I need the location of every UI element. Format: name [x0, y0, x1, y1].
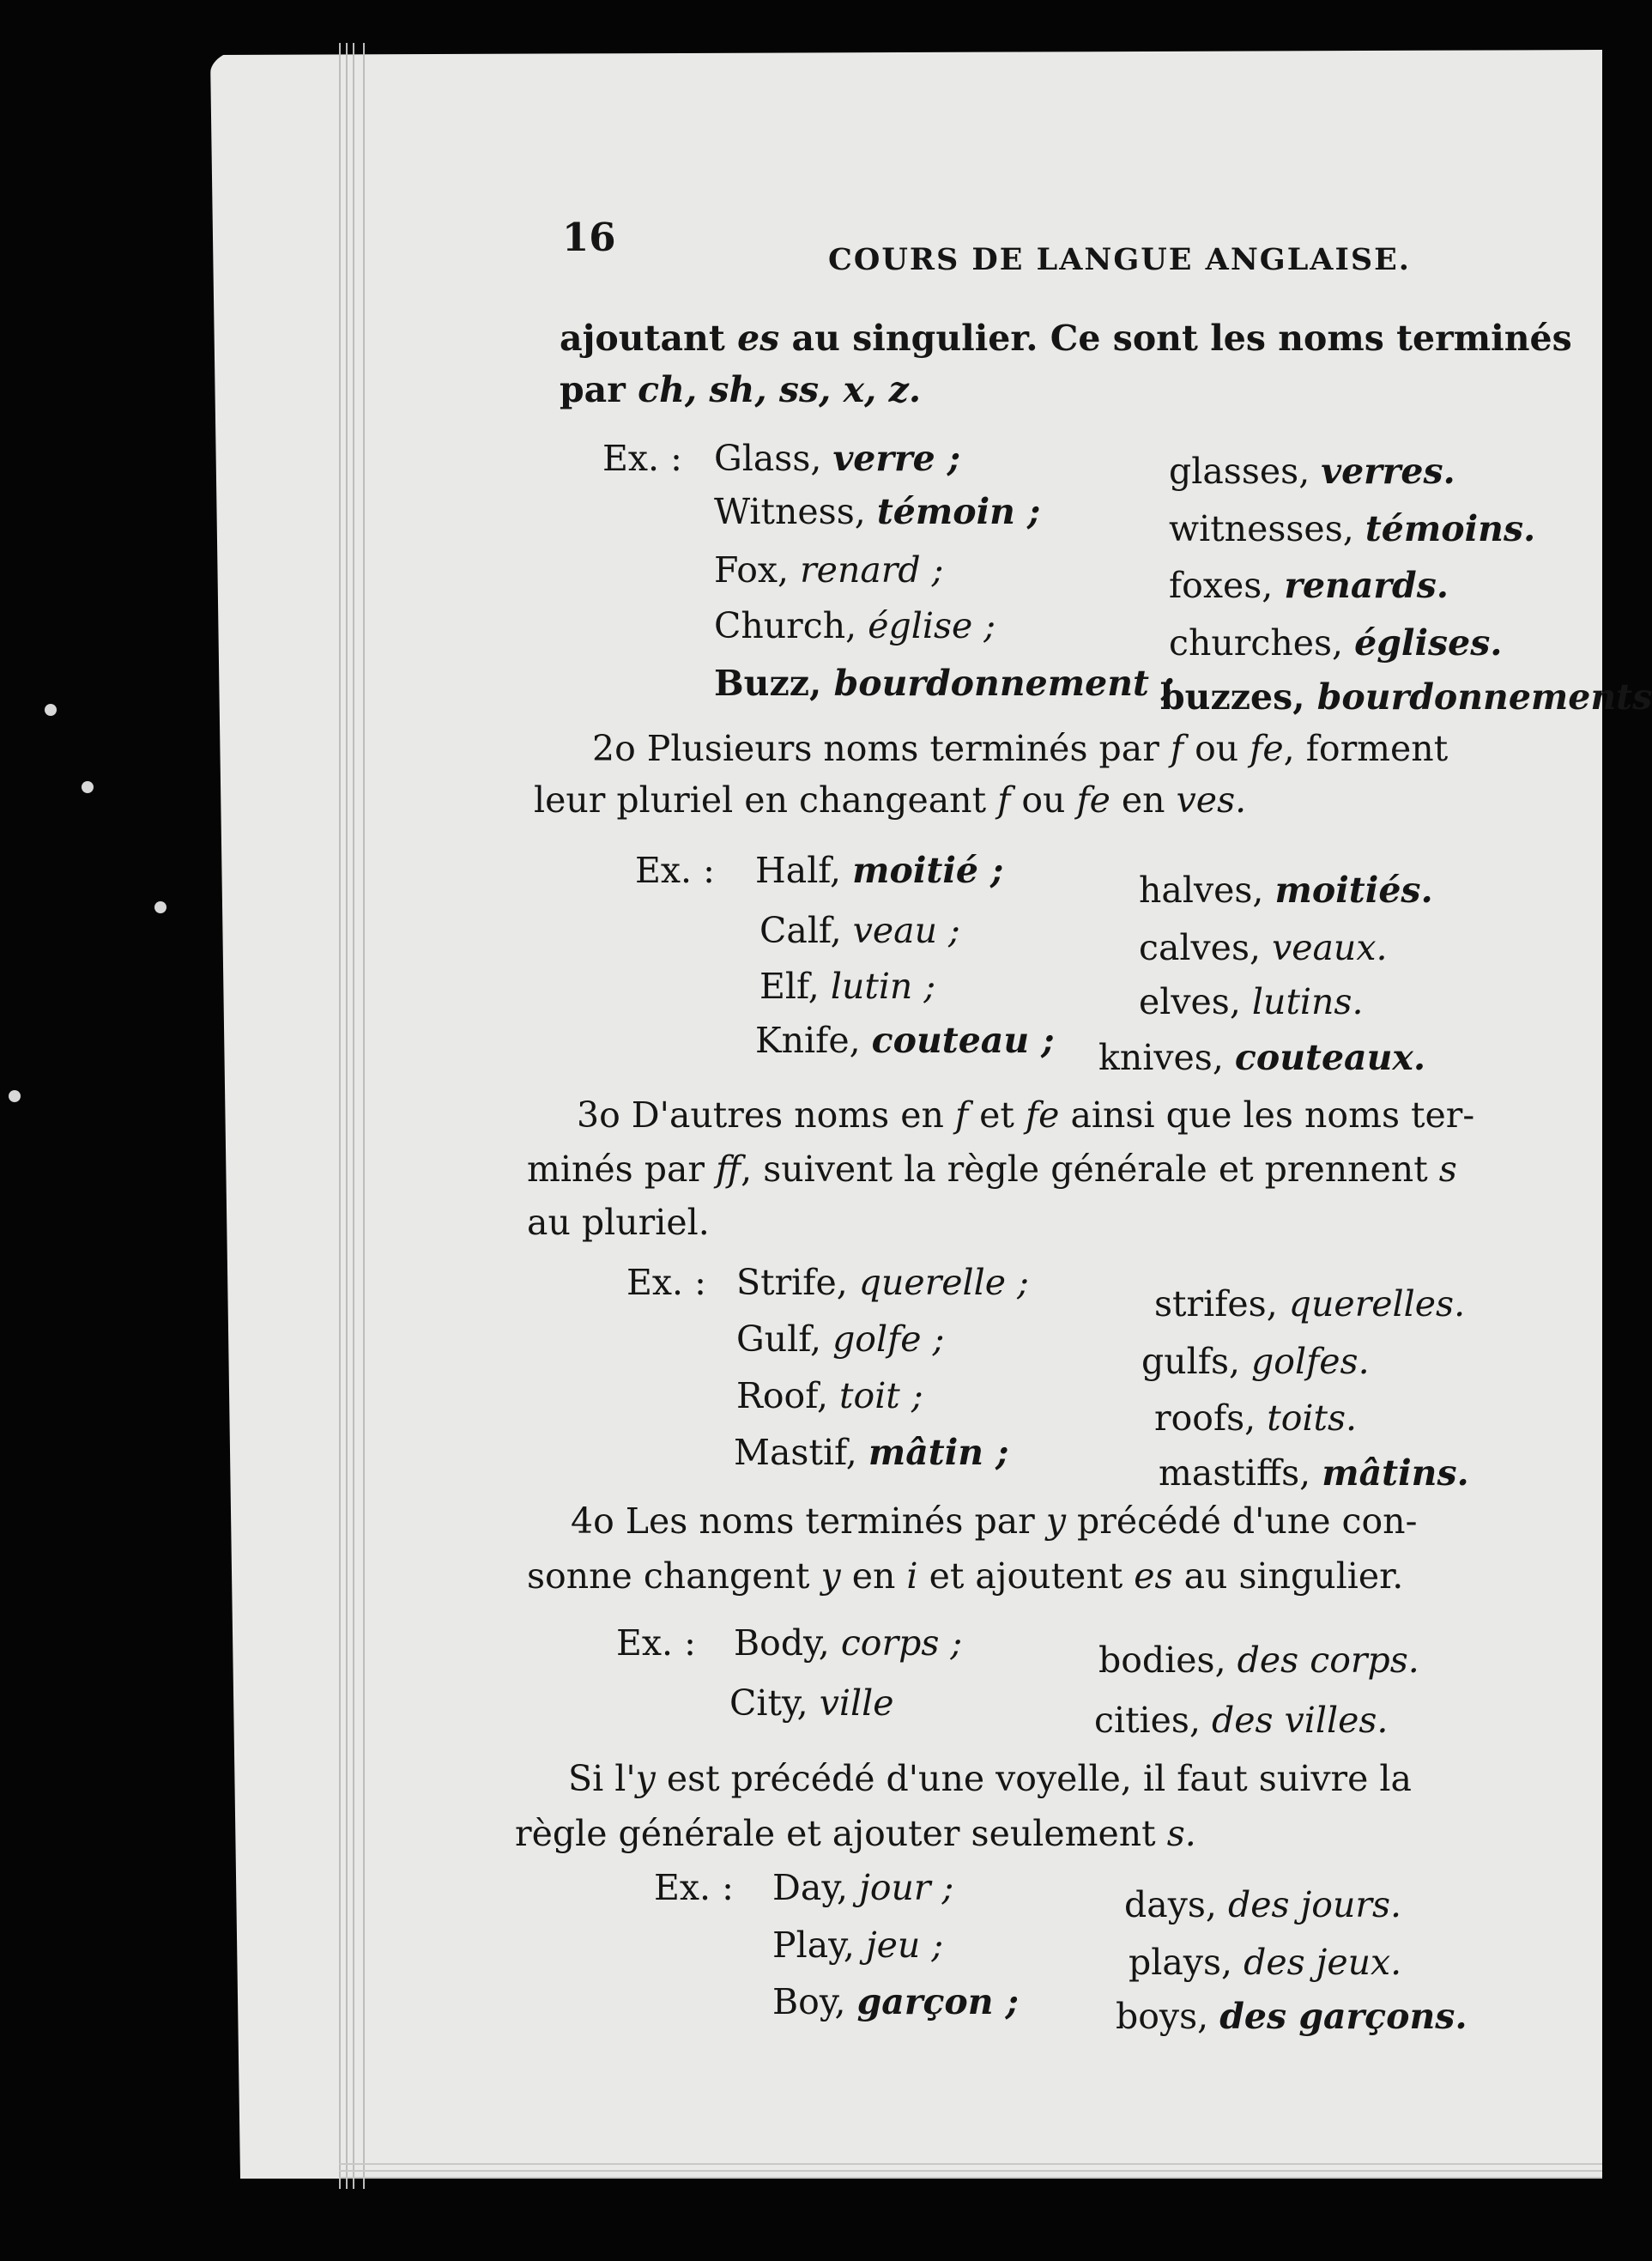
example-row: Witness, témoin ;: [714, 491, 1041, 532]
text-line: minés par ff, suivent la règle générale et prennent s: [527, 1149, 1457, 1190]
scan-speck: [45, 704, 57, 716]
example-plural: boys, des garçons.: [1116, 1996, 1467, 2037]
example-plural: gulfs, golfes.: [1141, 1341, 1370, 1382]
example-plural: calves, veaux.: [1139, 927, 1388, 968]
example-plural: bodies, des corps.: [1098, 1640, 1419, 1681]
example-row: Glass, verre ;: [714, 438, 961, 479]
text-line: sonne changent y en i et ajoutent es au singulier.: [527, 1555, 1404, 1597]
example-plural: strifes, querelles.: [1154, 1283, 1466, 1324]
example-plural: mastiffs, mâtins.: [1159, 1452, 1469, 1494]
example-plural: buzzes, bourdonnements: [1160, 676, 1652, 718]
page-number: 16: [562, 215, 616, 260]
text-line: par ch, sh, ss, x, z.: [560, 369, 922, 410]
example-row: Fox, renard ;: [714, 549, 944, 591]
scan-speck: [154, 901, 166, 913]
example-row: Knife, couteau ;: [755, 1020, 1055, 1061]
example-row: Roof, toit ;: [736, 1375, 923, 1416]
example-row: Day, jour ;: [772, 1867, 954, 1908]
text-line: au pluriel.: [527, 1202, 710, 1243]
example-plural: glasses, verres.: [1169, 451, 1455, 492]
example-row: Body, corps ;: [734, 1622, 963, 1664]
example-plural: roofs, toits.: [1154, 1397, 1358, 1439]
example-row: Gulf, golfe ;: [736, 1318, 945, 1360]
example-plural: halves, moitiés.: [1139, 870, 1433, 911]
example-row: Church, église ;: [714, 605, 996, 646]
scan-speck: [9, 1090, 21, 1102]
example-label: Ex. :: [635, 850, 715, 891]
scan-speck: [82, 781, 94, 793]
text-line: 4o Les noms terminés par y précédé d'une con-: [571, 1500, 1418, 1542]
text-line: 3o D'autres noms en f et fe ainsi que les noms ter-: [577, 1094, 1475, 1136]
example-plural: churches, églises.: [1169, 622, 1503, 664]
example-label: Ex. :: [654, 1867, 734, 1908]
example-plural: foxes, renards.: [1169, 565, 1449, 606]
running-head: COURS DE LANGUE ANGLAISE.: [828, 242, 1411, 277]
example-label: Ex. :: [616, 1622, 696, 1664]
example-row: Half, moitié ;: [755, 850, 1004, 891]
example-row: Boy, garçon ;: [772, 1981, 1019, 2022]
example-row: Mastif, mâtin ;: [734, 1432, 1009, 1473]
example-plural: days, des jours.: [1124, 1884, 1402, 1925]
example-row: City, ville: [729, 1682, 894, 1724]
example-plural: witnesses, témoins.: [1169, 508, 1536, 549]
example-plural: plays, des jeux.: [1129, 1942, 1402, 1983]
example-plural: elves, lutins.: [1139, 981, 1364, 1022]
text-line: règle générale et ajouter seulement s.: [515, 1813, 1196, 1854]
text-line: Si l'y est précédé d'une voyelle, il faut suivre la: [568, 1758, 1412, 1799]
example-plural: knives, couteaux.: [1098, 1037, 1426, 1078]
text-line: ajoutant es au singulier. Ce sont les noms terminés: [560, 318, 1572, 359]
example-row: Elf, lutin ;: [759, 966, 936, 1007]
example-label: Ex. :: [626, 1262, 706, 1303]
example-row: Buzz, bourdonnement ;: [714, 663, 1175, 704]
example-label: Ex. :: [602, 438, 682, 479]
example-plural: cities, des villes.: [1094, 1700, 1389, 1741]
text-line: leur pluriel en changeant f ou fe en ves.: [534, 779, 1247, 821]
example-row: Play, jeu ;: [772, 1925, 944, 1966]
example-row: Strife, querelle ;: [736, 1262, 1029, 1303]
example-row: Calf, veau ;: [759, 910, 960, 951]
text-line: 2o Plusieurs noms terminés par f ou fe, forment: [592, 728, 1449, 769]
